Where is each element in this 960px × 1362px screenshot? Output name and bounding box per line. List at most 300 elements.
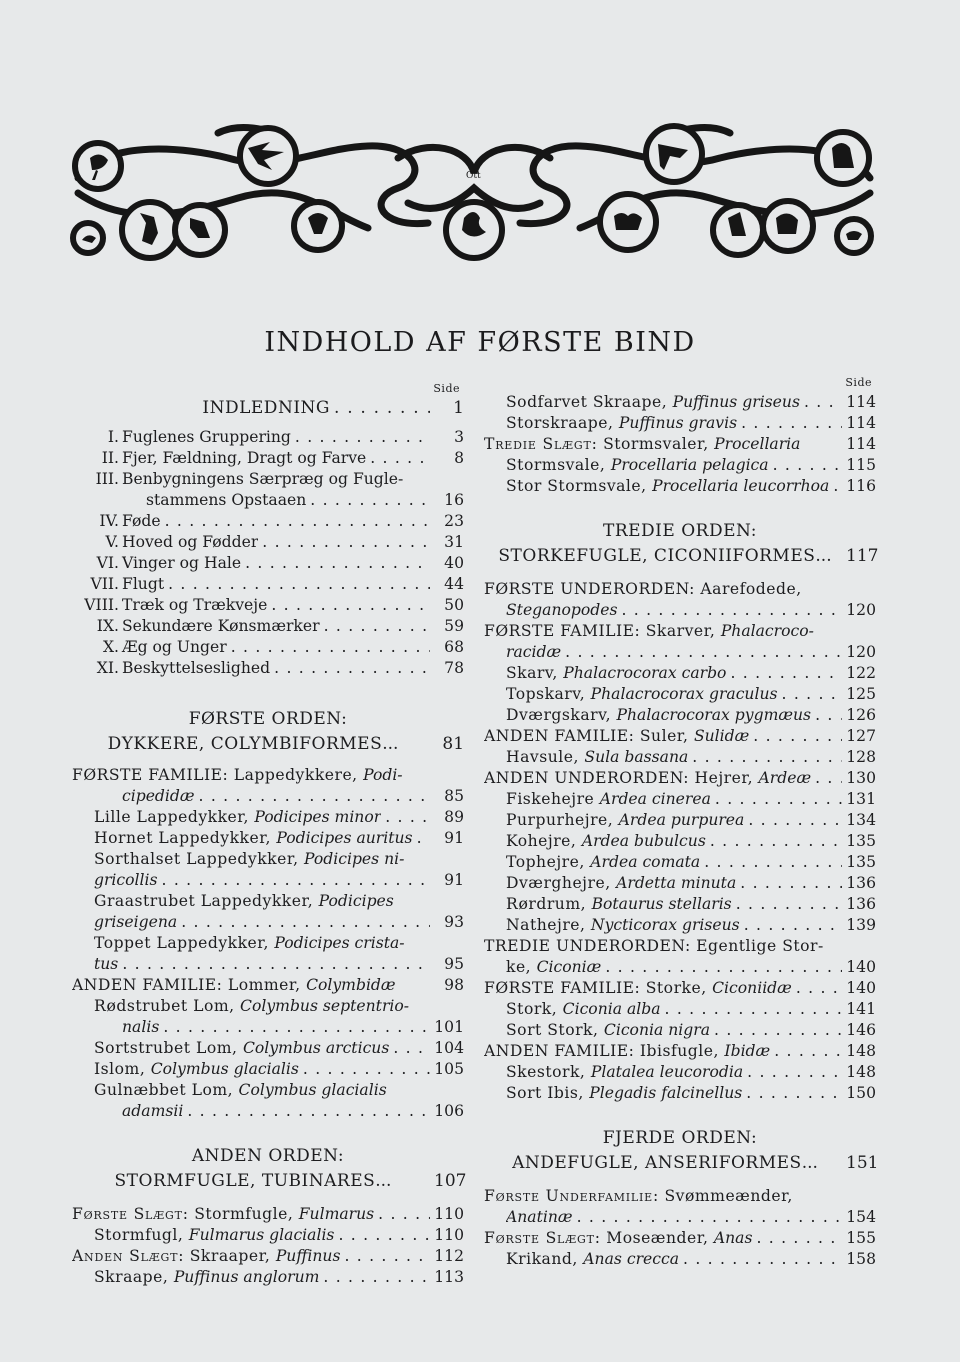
toc-entry	[484, 1041, 876, 1062]
entry-text	[94, 870, 158, 891]
latin-name: gricollis	[94, 871, 158, 889]
dot-leader	[744, 915, 842, 936]
dot-leader	[833, 476, 842, 497]
order-name	[72, 1169, 467, 1194]
toc-entry-line1	[72, 1080, 464, 1101]
dot-leader	[756, 1228, 842, 1249]
page-number: 141	[846, 1000, 876, 1018]
latin-name: Ardeæ	[758, 769, 812, 787]
dot-leader	[621, 600, 842, 621]
entry-text	[72, 532, 258, 553]
toc-entry	[484, 873, 876, 894]
entry-text	[72, 765, 403, 786]
toc-entry-line1	[72, 996, 464, 1017]
latin-name: Podicipes crista-	[274, 934, 405, 952]
latin-name: adamsii	[122, 1102, 184, 1120]
toc-entry-line1	[72, 933, 464, 954]
order-title: ANDEFUGLE, ANSERIFORMES	[512, 1153, 802, 1173]
latin-name: Sula bassana	[584, 748, 689, 766]
latin-name: Steganopodes	[506, 601, 618, 619]
toc-entry-line1	[72, 849, 464, 870]
latin-name: Phalacroco-	[720, 622, 814, 640]
entry-text	[506, 684, 778, 705]
latin-name: Procellaria pelagica	[610, 456, 769, 474]
entry-name: Sort Ibis,	[506, 1084, 590, 1102]
dot-leader	[746, 1083, 842, 1104]
entry-text	[94, 828, 413, 849]
entry-text	[94, 807, 381, 828]
page-number: 98	[444, 976, 464, 994]
entry-text	[94, 1267, 319, 1288]
entry-text	[506, 831, 706, 852]
toc-entry	[72, 1038, 464, 1059]
toc-entry	[484, 476, 876, 497]
entry-name: FØRSTE FAMILIE: Storke,	[484, 979, 713, 997]
entry-text	[506, 747, 688, 768]
latin-name: Anas crecca	[583, 1250, 680, 1268]
entry-name: Skraaper,	[184, 1247, 276, 1265]
entry-text	[122, 1017, 159, 1038]
entry-text	[506, 810, 744, 831]
page-number: 116	[846, 477, 876, 495]
latin-name: Nycticorax griseus	[590, 916, 740, 934]
entry-text	[94, 933, 405, 954]
entry-text	[72, 448, 366, 469]
chapter-title: Benbygningens Særpræg og Fugle-	[122, 470, 404, 488]
page-number: 114	[846, 393, 876, 411]
entry-text	[506, 999, 661, 1020]
toc-chapter	[72, 532, 464, 553]
dot-leader	[187, 1101, 430, 1122]
page-number: 101	[434, 1018, 464, 1036]
entry-name: ANDEN FAMILIE: Ibisfugle,	[484, 1042, 725, 1060]
page-number: 117	[846, 546, 879, 566]
latin-name: Puffinus griseus	[672, 393, 800, 411]
genus-label: Anden Slægt:	[72, 1247, 185, 1265]
toc-entry	[484, 978, 876, 999]
page-number: 50	[444, 596, 464, 614]
toc-entry	[484, 1020, 876, 1041]
entry-text	[506, 894, 732, 915]
page-number: 44	[444, 575, 464, 593]
entry-text	[484, 579, 802, 600]
toc-entry-line2	[484, 1207, 876, 1228]
entry-name: Kohejre,	[506, 832, 582, 850]
dot-leader	[324, 616, 430, 637]
latin-name: Fulmarus	[298, 1205, 375, 1223]
entry-text	[94, 1038, 389, 1059]
dot-leader	[782, 684, 843, 705]
page-number: 128	[846, 748, 876, 766]
latin-name: Ciconia alba	[562, 1000, 661, 1018]
entry-name: Stormfugl,	[94, 1226, 189, 1244]
spacer	[72, 1122, 464, 1144]
latin-name: Podicipes	[318, 892, 394, 910]
dot-leader	[577, 1207, 842, 1228]
entry-text	[94, 1059, 299, 1080]
spacer	[484, 569, 876, 579]
toc-entry-line2	[484, 600, 876, 621]
latin-name: griseigena	[94, 913, 178, 931]
toc-entry	[72, 1225, 464, 1246]
entry-text	[506, 1249, 679, 1270]
toc-entry-line2	[484, 642, 876, 663]
order-name	[72, 732, 464, 757]
entry-text	[72, 427, 291, 448]
dot-leader	[274, 658, 430, 679]
spacer	[484, 1104, 876, 1126]
entry-text	[72, 616, 320, 637]
genus-label: Første Slægt:	[484, 1229, 601, 1247]
entry-name: Moseænder,	[600, 1229, 714, 1247]
chapter-number: VIII.	[84, 596, 119, 614]
chapter-title: Hoved og Fødder	[122, 533, 259, 551]
entry-text	[506, 455, 769, 476]
entry-text	[484, 726, 749, 747]
entry-name: Dværghejre,	[506, 874, 617, 892]
dot-leader	[692, 747, 842, 768]
dot-leader	[378, 1204, 430, 1225]
dot-leader	[565, 642, 842, 663]
toc-entry	[484, 726, 876, 747]
dot-leader: ...	[375, 1171, 392, 1191]
entry-text	[72, 574, 164, 595]
entry-name: Nathejre,	[506, 916, 591, 934]
entry-name: Rørdrum,	[506, 895, 592, 913]
family-name: FØRSTE FAMILIE: Lappedykkere,	[72, 766, 364, 784]
page-number: 16	[444, 491, 464, 509]
page-title: INDHOLD AF FØRSTE BIND	[264, 327, 696, 358]
entry-name: Stork,	[506, 1000, 563, 1018]
toc-entry-line2	[72, 1101, 464, 1122]
toc-entry	[72, 975, 464, 996]
page-number: 93	[444, 913, 464, 931]
toc-chapter	[72, 574, 464, 595]
latin-name: Colymbus glacialis	[150, 1060, 299, 1078]
latin-name: cipedidæ	[122, 787, 195, 805]
toc-chapter	[72, 637, 464, 658]
page-number: 85	[444, 787, 464, 805]
page-number: 110	[434, 1205, 464, 1223]
latin-name: tus	[94, 955, 119, 973]
toc-entry-line1	[72, 765, 464, 786]
entry-name: Topskarv,	[506, 685, 591, 703]
chapter-title: Fjer, Fældning, Dragt og Farve	[122, 449, 367, 467]
chapter-title: Føde	[122, 512, 161, 530]
toc-chapter	[72, 595, 464, 616]
genus-label: Første Slægt:	[72, 1205, 189, 1223]
entry-text	[506, 873, 736, 894]
side-label: Side	[845, 376, 872, 389]
entry-text	[506, 600, 617, 621]
dot-leader	[715, 789, 842, 810]
toc-entry-line2	[72, 954, 464, 975]
chapter-title: stammens Opstaaen	[146, 491, 307, 509]
entry-name: Purpurhejre,	[506, 811, 619, 829]
page-number: 40	[444, 554, 464, 572]
dot-leader	[741, 413, 842, 434]
page-number: 81	[442, 734, 465, 754]
chapter-title: Vinger og Hale	[122, 554, 242, 572]
entry-name: Tophejre,	[506, 853, 591, 871]
page-number: 31	[444, 533, 464, 551]
latin-name: Podicipes ni-	[304, 850, 405, 868]
toc-entry	[484, 1062, 876, 1083]
entry-name: Storskraape,	[506, 414, 619, 432]
latin-name: Ardetta minuta	[616, 874, 737, 892]
spacer	[72, 1194, 464, 1204]
latin-name: Phalacrocorax carbo	[563, 664, 727, 682]
entry-name: Islom,	[94, 1060, 151, 1078]
entry-name: Sodfarvet Skraape,	[506, 393, 673, 411]
dot-leader	[704, 852, 842, 873]
dot-leader	[605, 957, 842, 978]
toc-left-column	[72, 382, 467, 1288]
spacer	[484, 497, 876, 519]
page-number: 105	[434, 1060, 464, 1078]
toc-chapter	[72, 469, 464, 490]
toc-entry	[484, 1249, 876, 1270]
latin-name: Ardea cinerea	[599, 790, 711, 808]
page-number: 120	[846, 601, 876, 619]
dot-leader: ...	[382, 734, 399, 754]
chapter-title: Beskyttelseslighed	[122, 659, 271, 677]
entry-text	[94, 1080, 387, 1101]
entry-text	[484, 936, 824, 957]
page-number: 1	[453, 398, 464, 418]
entry-name: ANDEN UNDERORDEN: Hejrer,	[484, 769, 759, 787]
latin-name: Podicipes minor	[254, 808, 382, 826]
dot-leader	[710, 831, 842, 852]
dot-leader	[747, 1062, 842, 1083]
order-heading: FJERDE ORDEN:	[602, 1128, 758, 1148]
chapter-number: X.	[102, 638, 119, 656]
entry-name: Stormsvaler,	[597, 435, 715, 453]
page-number: 135	[846, 832, 876, 850]
entry-text	[506, 413, 737, 434]
dot-leader	[393, 1038, 430, 1059]
toc-entry-line1	[484, 1186, 876, 1207]
toc-entry	[72, 1246, 464, 1267]
subfamily-label: Første Underfamilie:	[484, 1187, 660, 1205]
spacer	[72, 679, 464, 707]
dot-leader	[165, 511, 430, 532]
dot-leader	[748, 810, 842, 831]
suborder-name: FØRSTE UNDERORDEN: Aarefodede,	[484, 580, 802, 598]
toc-entry	[72, 1267, 464, 1288]
entry-text	[72, 511, 161, 532]
dot-leader	[344, 1246, 430, 1267]
entry-text	[506, 663, 726, 684]
toc-entry-line1	[484, 936, 876, 957]
entry-name: INDLEDNING	[202, 398, 330, 418]
entry-text	[484, 1186, 793, 1207]
toc-entry	[484, 831, 876, 852]
dot-leader	[815, 768, 842, 789]
entry-text	[94, 1225, 334, 1246]
page-number: 131	[846, 790, 876, 808]
page-number: 68	[444, 638, 464, 656]
toc-entry	[484, 705, 876, 726]
latin-name: Podicipes auritus	[276, 829, 413, 847]
dot-leader	[262, 532, 430, 553]
entry-text	[506, 1020, 710, 1041]
dot-leader	[334, 398, 430, 419]
toc-entry	[484, 434, 876, 455]
entry-text	[72, 595, 267, 616]
entry-text	[94, 891, 394, 912]
entry-text	[484, 1228, 752, 1249]
entry-name: Havsule,	[506, 748, 585, 766]
entry-name: Skestork,	[506, 1063, 591, 1081]
toc-entry	[72, 1204, 464, 1225]
page-number: 78	[444, 659, 464, 677]
entry-name: Skarv,	[506, 664, 564, 682]
toc-entry	[484, 810, 876, 831]
page-number: 104	[434, 1039, 464, 1057]
page-number: 91	[444, 871, 464, 889]
toc-entry-line2	[72, 1017, 464, 1038]
order-title: DYKKERE, COLYMBIFORMES	[107, 734, 383, 754]
spacer	[484, 1176, 876, 1186]
latin-name: Ardea comata	[590, 853, 701, 871]
toc-chapter	[72, 511, 464, 532]
page-number: 127	[846, 727, 876, 745]
dot-leader	[245, 553, 430, 574]
dot-leader	[231, 637, 430, 658]
entry-text	[72, 1246, 340, 1267]
dot-leader	[162, 870, 430, 891]
entry-name: Stor Stormsvale,	[506, 477, 653, 495]
latin-name: Sulidæ	[693, 727, 750, 745]
entry-text	[72, 637, 227, 658]
page-number: 148	[846, 1042, 876, 1060]
dot-leader	[683, 1249, 842, 1270]
entry-name: Stormfugle,	[188, 1205, 299, 1223]
page-number: 95	[444, 955, 464, 973]
chapter-number: IV.	[99, 512, 119, 530]
toc-entry	[484, 789, 876, 810]
entry-text	[484, 768, 811, 789]
spacer	[72, 757, 464, 765]
toc-entry	[484, 747, 876, 768]
dot-leader	[730, 663, 842, 684]
latin-name: Fulmarus glacialis	[188, 1226, 335, 1244]
order-title: STORKEFUGLE, CICONIIFORMES	[498, 546, 816, 566]
entry-name: Sorthalset Lappedykker,	[94, 850, 304, 868]
toc-entry-line2	[484, 957, 876, 978]
chapter-title: Flugt	[122, 575, 165, 593]
page-number: 3	[454, 428, 464, 446]
dot-leader	[815, 705, 842, 726]
toc-chapter-cont	[72, 490, 464, 511]
entry-text	[506, 476, 829, 497]
entry-name: Krikand,	[506, 1250, 584, 1268]
dot-leader	[417, 828, 430, 849]
toc-entry	[484, 894, 876, 915]
entry-name: Stormsvale,	[506, 456, 611, 474]
latin-name: racidæ	[506, 643, 562, 661]
entry-name: Rødstrubet Lom,	[94, 997, 241, 1015]
latin-name: Phalacrocorax graculus	[590, 685, 778, 703]
toc-entry-line2	[72, 870, 464, 891]
entry-text	[506, 852, 700, 873]
latin-name: Botaurus stellaris	[591, 895, 732, 913]
dot-leader	[163, 1017, 430, 1038]
toc-entry	[484, 915, 876, 936]
page-number: 158	[846, 1250, 876, 1268]
page-number: 136	[846, 895, 876, 913]
chapter-number: XI.	[96, 659, 119, 677]
latin-name: Puffinus gravis	[618, 414, 738, 432]
latin-name: Platalea leucorodia	[590, 1063, 744, 1081]
latin-name: Plegadis falcinellus	[589, 1084, 743, 1102]
page-number: 135	[846, 853, 876, 871]
page-number: 146	[846, 1021, 876, 1039]
toc-entry	[484, 392, 876, 413]
latin-name: Ardea bubulcus	[581, 832, 706, 850]
latin-name: Ciconiæ	[536, 958, 602, 976]
entry-text	[72, 1204, 374, 1225]
entry-text	[484, 621, 814, 642]
entry-name: Skraape,	[94, 1268, 174, 1286]
page-number: 89	[444, 808, 464, 826]
latin-name: Procellaria	[714, 435, 801, 453]
toc-right-column	[484, 376, 879, 1270]
page-number: 8	[454, 449, 464, 467]
toc-entry	[484, 455, 876, 476]
toc-entry-line1	[72, 891, 464, 912]
entry-text	[506, 915, 740, 936]
latin-name: Colymbidæ	[306, 976, 396, 994]
page-number: 91	[444, 829, 464, 847]
order-heading: TREDIE ORDEN:	[603, 521, 757, 541]
toc-entry-line1	[484, 579, 876, 600]
family-name: FØRSTE FAMILIE: Skarver,	[484, 622, 721, 640]
entry-name: ANDEN FAMILIE: Suler,	[484, 727, 694, 745]
page-number: 125	[846, 685, 876, 703]
latin-name: Procellaria leucorrhoa	[652, 477, 830, 495]
toc-entry-line2	[72, 786, 464, 807]
latin-name: nalis	[122, 1018, 160, 1036]
page-number: 140	[846, 979, 876, 997]
chapter-number: VII.	[90, 575, 119, 593]
dot-leader	[370, 448, 430, 469]
page-number: 110	[434, 1226, 464, 1244]
latin-name: Ardea purpurea	[618, 811, 745, 829]
order-heading: FØRSTE ORDEN:	[188, 709, 348, 729]
dot-leader	[323, 1267, 430, 1288]
page-number: 134	[846, 811, 876, 829]
entry-text	[122, 786, 195, 807]
entry-name: ANDEN FAMILIE: Lommer,	[72, 976, 307, 994]
chapter-title: Æg og Unger	[122, 638, 227, 656]
dot-leader	[796, 978, 842, 999]
entry-name: Gulnæbbet Lom,	[94, 1081, 239, 1099]
chapter-title: Sekundære Kønsmærker	[122, 617, 320, 635]
dot-leader	[665, 999, 842, 1020]
dot-leader	[181, 912, 430, 933]
entry-name: Graastrubet Lappedykker,	[94, 892, 319, 910]
entry-text	[122, 1101, 183, 1122]
entry-text	[506, 392, 800, 413]
dot-leader	[338, 1225, 430, 1246]
dot-leader	[199, 786, 430, 807]
dot-leader	[271, 595, 430, 616]
suborder-name: TREDIE UNDERORDEN: Egentlige Stor-	[484, 937, 824, 955]
entry-text	[506, 1083, 742, 1104]
entry-text	[484, 1041, 770, 1062]
